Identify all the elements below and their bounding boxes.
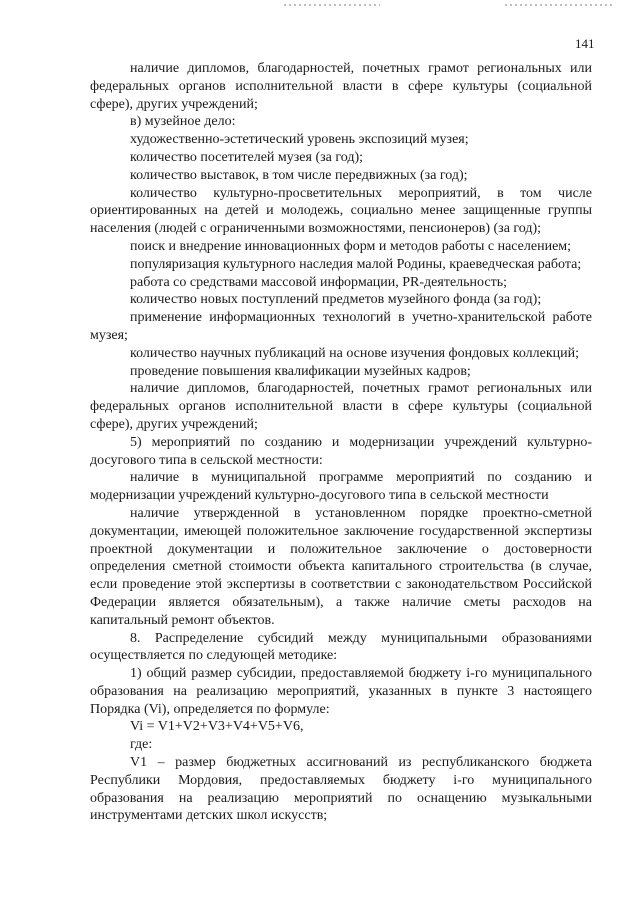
paragraph: количество посетителей музея (за год); xyxy=(130,149,364,165)
paragraph: наличие дипломов, благодарностей, почетных грамот региональных или федеральных органов исполнительной власти в сфере культуры (социальной сфере), других учреждений; xyxy=(90,381,592,432)
paragraph: наличие утвержденной в установленном порядке проектно-сметной документации, имеющей положительное заключение государственной экспертизы проектной документации и положительное заключение о достоверности определения сметной стоимости объекта капитального строительства (в случае, если проведение этой экспертизы в соответствии с законодательством Российской Федерации является обязательным), а также наличие сметы расходов на капитальный ремонт объектов. xyxy=(90,505,592,628)
paragraph: 5) мероприятий по созданию и модернизации учреждений культурно-досугового типа в сельской местности: xyxy=(90,434,592,468)
paragraph: поиск и внедрение инновационных форм и методов работы с населением; xyxy=(130,238,572,254)
paragraph: 8. Распределение субсидий между муниципальными образованиями осуществляется по следующей методике: xyxy=(90,630,592,664)
paragraph: работа со средствами массовой информации, PR-деятельность; xyxy=(130,274,507,290)
paragraph: количество новых поступлений предметов музейного фонда (за год); xyxy=(130,292,542,308)
paragraph: применение информационных технологий в учетно-хранительской работе музея; xyxy=(90,310,592,343)
paragraph: наличие в муниципальной программе мероприятий по созданию и модернизации учреждений культурно-досугового типа в сельской местности xyxy=(90,470,592,504)
paragraph: художественно-эстетический уровень экспозиций музея; xyxy=(130,132,469,148)
document-body xyxy=(90,60,592,825)
paragraph: популяризация культурного наследия малой Родины, краеведческая работа; xyxy=(130,256,582,272)
paragraph: в) музейное дело: xyxy=(130,114,236,130)
paragraph: 1) общий размер субсидии, предоставляемой бюджету i-го муниципального образования на реализацию мероприятий, указанных в пункте 3 настоящего Порядка (Vi), определяется по формуле: xyxy=(90,666,592,717)
paragraph: количество научных публикаций на основе изучения фондовых коллекций; xyxy=(130,345,579,361)
paragraph: проведение повышения квалификации музейных кадров; xyxy=(130,363,471,379)
paragraph: количество выставок, в том числе передвижных (за год); xyxy=(130,167,468,183)
page-number: 141 xyxy=(575,36,595,51)
paragraph: наличие дипломов, благодарностей, почетных грамот региональных или федеральных органов исполнительной власти в сфере культуры (социальной сфере), других учреждений; xyxy=(90,61,592,112)
formula: Vi = V1+V2+V3+V4+V5+V6, xyxy=(130,719,304,735)
scan-artifact xyxy=(284,4,380,6)
paragraph: где: xyxy=(130,737,153,753)
paragraph: V1 – размер бюджетных ассигнований из республиканского бюджета Республики Мордовия, предоставляемых бюджету i-го муниципального образования на реализацию мероприятий по оснащению музыкальными инструментами детских школ искусств; xyxy=(90,755,592,824)
paragraph: количество культурно-просветительных мероприятий, в том числе ориентированных на детей и молодежь, социально менее защищенные группы населения (людей с ограниченными возможностями, пенсионеров) (за год); xyxy=(90,185,592,237)
scan-artifact xyxy=(505,4,615,6)
